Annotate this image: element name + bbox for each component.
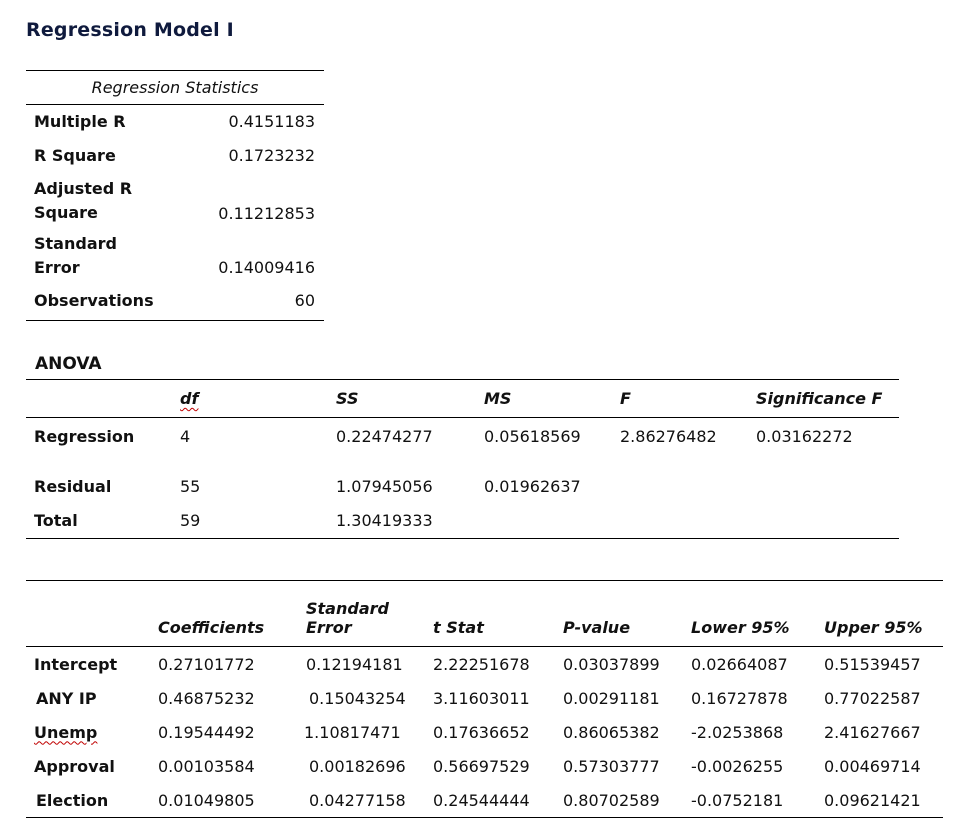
anova-cell xyxy=(748,454,899,502)
anova-header-blank xyxy=(26,380,172,418)
stat-label-standard-error-line1: Standard xyxy=(34,233,117,253)
stat-label-observations: Observations xyxy=(26,283,194,321)
coef-header-blank xyxy=(26,581,150,647)
stat-value-r-square: 0.1723232 xyxy=(228,146,315,165)
anova-cell: 0.05618569 xyxy=(484,426,581,446)
coef-cell: 2.22251678 xyxy=(433,654,530,674)
stat-label-multiple-r: Multiple R xyxy=(34,112,126,132)
coef-cell: 0.01049805 xyxy=(150,783,298,818)
coef-cell: 0.27101772 xyxy=(158,654,255,674)
coefficients-table xyxy=(26,580,943,818)
stat-value-standard-error: 0.14009416 xyxy=(218,257,315,277)
coef-cell: 0.09621421 xyxy=(816,783,943,818)
anova-cell: 1.30419333 xyxy=(328,502,476,539)
anova-cell xyxy=(612,502,748,539)
anova-table xyxy=(26,379,899,539)
coef-cell: 3.11603011 xyxy=(433,688,530,708)
coef-header-standard-error-line1: Standard xyxy=(306,599,389,618)
anova-header-df: df xyxy=(172,380,328,418)
anova-header-f: F xyxy=(612,380,748,418)
regression-statistics-table xyxy=(26,70,324,321)
coef-cell: 0.80702589 xyxy=(555,783,683,818)
stat-label-adjusted-r-square-line2: Square xyxy=(34,202,98,222)
anova-cell xyxy=(612,454,748,502)
stat-value-multiple-r: 0.4151183 xyxy=(228,112,315,132)
coef-cell: 0.57303777 xyxy=(563,756,660,776)
page-title: Regression Model I xyxy=(26,19,234,41)
anova-row-label-total: Total xyxy=(26,502,172,539)
coef-row-label-any-ip: ANY IP xyxy=(36,688,97,708)
anova-cell: 59 xyxy=(172,502,328,539)
coef-row-label-intercept: Intercept xyxy=(34,654,118,674)
stat-label-standard-error xyxy=(26,229,194,283)
coef-cell: -0.0752181 xyxy=(683,783,816,818)
coef-header-standard-error xyxy=(298,581,425,647)
coef-cell: 0.00182696 xyxy=(309,756,406,776)
stat-label-adjusted-r-square xyxy=(26,173,194,229)
anova-cell: 4 xyxy=(180,426,191,446)
coef-cell: 0.86065382 xyxy=(563,722,660,742)
coef-header-lower-95: Lower 95% xyxy=(683,581,816,647)
anova-cell: 2.86276482 xyxy=(620,426,717,446)
anova-label: ANOVA xyxy=(35,354,102,374)
coef-header-coefficients: Coefficients xyxy=(150,581,298,647)
coef-cell: 0.16727878 xyxy=(691,688,788,708)
anova-cell: 0.22474277 xyxy=(336,426,433,446)
coef-header-p-value: P-value xyxy=(555,581,683,647)
anova-cell: 55 xyxy=(180,477,201,496)
coef-cell: -0.0026255 xyxy=(691,756,784,776)
coef-cell: 0.12194181 xyxy=(306,654,403,674)
coef-cell: 1.10817471 xyxy=(304,722,401,742)
coef-header-standard-error-line2: Error xyxy=(306,618,352,637)
anova-cell: 1.07945056 xyxy=(336,477,433,496)
stat-label-r-square: R Square xyxy=(34,146,116,165)
coef-cell: 0.00469714 xyxy=(824,756,921,776)
coef-cell: 0.03037899 xyxy=(563,654,660,674)
coef-cell: 0.24544444 xyxy=(425,783,555,818)
coef-cell: 0.15043254 xyxy=(309,688,406,708)
anova-row-label-residual: Residual xyxy=(34,477,112,496)
anova-cell: 0.03162272 xyxy=(756,426,853,446)
anova-header-ms: MS xyxy=(476,380,612,418)
coef-row-label-election: Election xyxy=(26,783,150,818)
coef-cell: 0.00103584 xyxy=(158,756,255,776)
coef-cell: 0.77022587 xyxy=(824,688,921,708)
coef-row-label-approval: Approval xyxy=(34,756,115,776)
stat-label-standard-error-line2: Error xyxy=(34,257,80,277)
anova-row-label-regression: Regression xyxy=(34,426,135,446)
coef-row-label-unemp: Unemp xyxy=(34,722,98,742)
anova-header-ss: SS xyxy=(328,380,476,418)
coef-cell: 0.17636652 xyxy=(433,722,530,742)
anova-header-significance-f: Significance F xyxy=(748,380,899,418)
coef-cell: 0.00291181 xyxy=(563,688,660,708)
anova-cell xyxy=(476,502,612,539)
regression-statistics-header: Regression Statistics xyxy=(26,71,324,105)
coef-cell: 0.19544492 xyxy=(158,722,255,742)
stat-value-adjusted-r-square: 0.11212853 xyxy=(218,203,315,223)
anova-cell: 0.01962637 xyxy=(484,477,581,496)
coef-cell: -2.0253868 xyxy=(691,722,784,742)
coef-cell: 0.56697529 xyxy=(433,756,530,776)
coef-cell: 0.04277158 xyxy=(298,783,425,818)
coef-header-upper-95: Upper 95% xyxy=(816,581,943,647)
coef-cell: 0.46875232 xyxy=(158,688,255,708)
anova-cell xyxy=(748,502,899,539)
stat-label-adjusted-r-square-line1: Adjusted R xyxy=(34,178,133,198)
coef-cell: 0.51539457 xyxy=(824,654,921,674)
coef-cell: 0.02664087 xyxy=(691,654,788,674)
coef-cell: 2.41627667 xyxy=(824,722,921,742)
stat-value-observations: 60 xyxy=(194,283,324,321)
coef-header-t-stat: t Stat xyxy=(425,581,555,647)
